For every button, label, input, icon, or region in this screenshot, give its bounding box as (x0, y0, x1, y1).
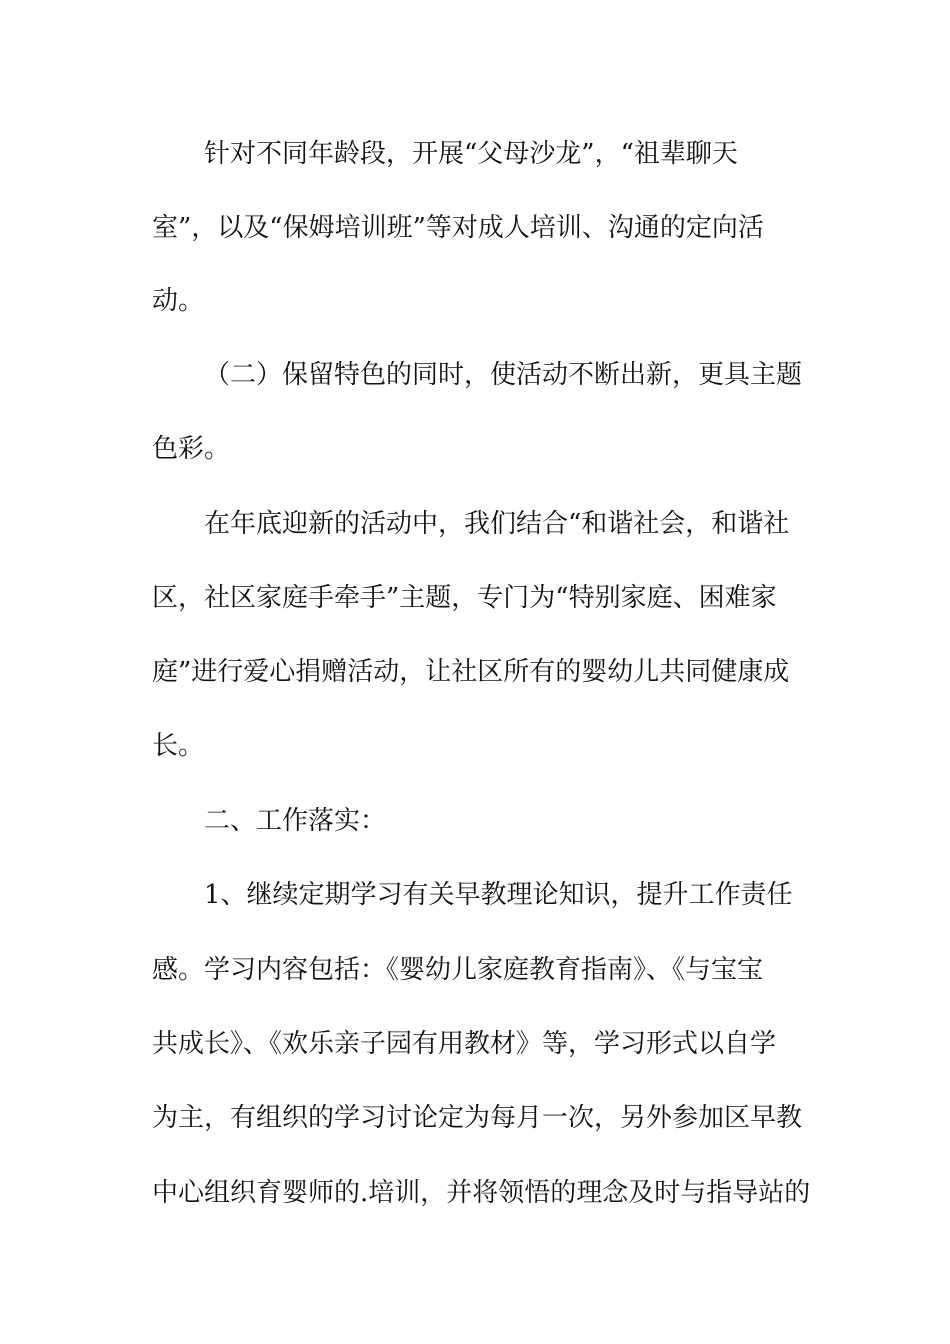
paragraph-2-line-2: 区，社区家庭手牵手”主题，专门为“特别家庭、困难家 (152, 583, 777, 613)
paragraph-3-line-4: 为主，有组织的学习讨论定为每月一次，另外参加区早教 (152, 1103, 803, 1133)
section-heading-2: （二）保留特色的同时，使活动不断出新，更具主题 (204, 360, 803, 390)
section-heading-2-line-2: 色彩。 (152, 434, 231, 464)
paragraph-3-line-5: 中心组织育婴师的.培训，并将领悟的理念及时与指导站的 (152, 1178, 811, 1208)
paragraph-2-line-3: 庭”进行爱心捐赠活动，让社区所有的婴幼儿共同健康成 (152, 657, 790, 687)
paragraph-3-line-1: 1、继续定期学习有关早教理论知识，提升工作责任 (204, 880, 793, 910)
paragraph-1-line-1: 针对不同年龄段，开展“父母沙龙”，“祖辈聊天 (204, 139, 738, 169)
section-heading-work: 二、工作落实： (204, 806, 387, 836)
paragraph-3-line-2: 感。学习内容包括：《婴幼儿家庭教育指南》、《与宝宝 (152, 955, 764, 985)
paragraph-2-line-4: 长。 (152, 731, 205, 761)
paragraph-1-line-3: 动。 (152, 286, 205, 316)
paragraph-3-line-3: 共成长》、《欢乐亲子园有用教材》等，学习形式以自学 (152, 1029, 777, 1059)
paragraph-1-line-2: 室”，以及“保姆培训班”等对成人培训、沟通的定向活 (152, 213, 764, 243)
paragraph-2-line-1: 在年底迎新的活动中，我们结合“和谐社会，和谐社 (204, 509, 790, 539)
